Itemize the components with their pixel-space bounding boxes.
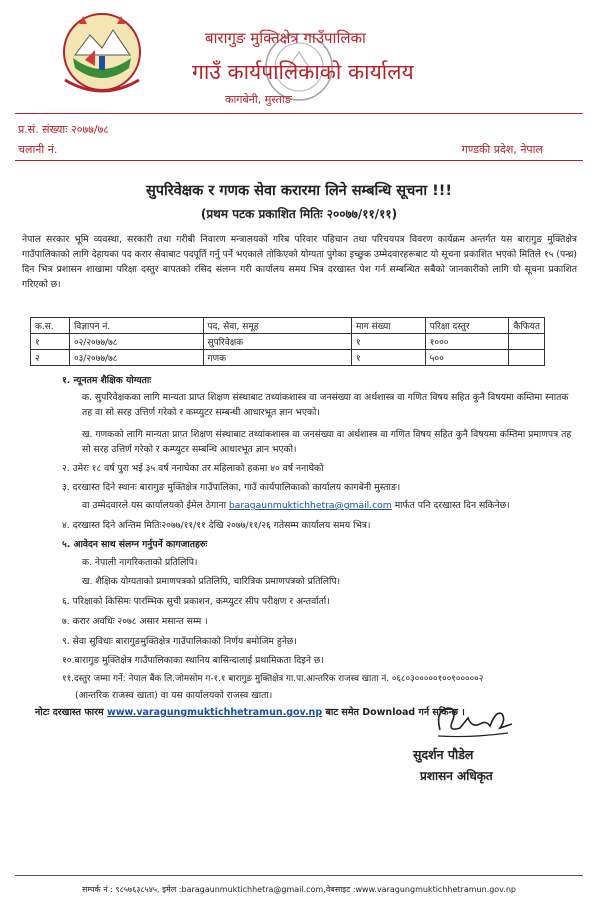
table-header: कैफियत	[509, 318, 545, 334]
table-cell: २	[31, 350, 70, 366]
table-cell: १	[351, 334, 425, 350]
table-cell: सुपरिवेक्षक	[203, 334, 351, 350]
email-suffix: मार्फत पनि दरखास्त दिन सकिनेछ।	[394, 500, 510, 511]
reference-number: प्र.सं. संख्याः २०७७/७८	[18, 123, 110, 136]
signatory-name: सुदर्शन पौडेल	[413, 747, 474, 762]
table-cell: गणक	[203, 350, 351, 366]
documents-title: ५. आवेदन साथ संलग्न गर्नुपर्ने कागजातहरुः	[62, 539, 208, 550]
application-place: ३. दरखास्त दिने स्थानः बारागुङ मुक्तिक्षेत्र गाउँपालिका, गाउँ कार्यपालिकाको कार्यालय कागबेनी मुस्ताङ।	[62, 482, 401, 493]
table-cell	[509, 334, 545, 350]
table-header: विज्ञापन नं.	[69, 318, 203, 334]
table-row	[31, 350, 545, 366]
signatory-title: प्रशासन अधिकृत	[420, 769, 493, 783]
local-priority: १०.बारागुङ मुक्तिक्षेत्र गाउँपालिकाका स्थानिय बासिन्दालाई प्रथामिकता दिइने छ।	[62, 655, 324, 666]
notice-title: सुपरिवेक्षक र गणक सेवा करारमा लिने सम्बन्धि सूचना !!!	[146, 183, 452, 199]
contract-term: ७. करार अवधिः २०७८ असार मसान्त सम्म ।	[62, 616, 208, 627]
signature-image	[430, 700, 520, 742]
province-label: गण्डकी प्रदेश, नेपाल	[461, 143, 543, 156]
footer-divider	[15, 875, 583, 876]
table-cell: ०२/२०७७/७८	[69, 334, 203, 350]
table-cell: १	[31, 334, 70, 350]
qualification-title: १. न्यूनतम शैक्षिक योग्यताः	[62, 375, 152, 386]
service-benefits: ९. सेवा सुविधाः बारागुङमुक्तिक्षेत्र गाउँपालिकाको निर्णय बमोजिम हुनेछ।	[62, 636, 297, 647]
document-citizenship: क. नेपाली नागरिकताको प्रतिलिपि।	[82, 557, 198, 568]
table-header: पद, सेवा, समूह	[203, 318, 351, 334]
header-divider-lower	[15, 160, 583, 161]
table-header: परिक्षा दस्तुर	[425, 318, 509, 334]
qualification-supervisor: क. सुपरिवेक्षकका लागि मान्यता प्राप्त शिक्षण संस्थाबाट तथ्यांकशास्त्र वा जनसंख्या वा अर्थशास्त्र वा गणित विषय सहित कुनै विषयमा कम्तिमा स्नातक तह वा सो सरह उत्तिर्ण गरेको र कम्प्युटर सम्बन्धी आधारभूत ज्ञान भएको।	[82, 392, 569, 418]
dispatch-number: चलानी नं.	[18, 143, 58, 156]
table-cell: १०००	[425, 334, 509, 350]
office-address: कागबेनी, मुस्ताङ	[225, 93, 292, 106]
table-header: माग संख्या	[351, 318, 425, 334]
table-cell: १	[351, 350, 425, 366]
nepal-emblem	[55, 10, 150, 100]
fee-deposit-continued: (आन्तरिक राजस्व खाता) वा यस कार्यालयको राजस्व खाता।	[75, 690, 273, 701]
email-link[interactable]: baragaunmuktichhetra@gmail.com	[228, 500, 392, 511]
email-line	[82, 498, 510, 513]
vacancy-table	[30, 317, 545, 366]
note-prefix: नोटः दरखास्त फारम	[35, 707, 104, 718]
header-divider	[15, 113, 583, 114]
office-name: बारागुङ मुक्तिक्षेत्र गाउँपालिका	[205, 29, 366, 47]
exam-type: ६. परिक्षाको किसिमः पारम्भिक सुची प्रकाशन, कम्प्युटर सीप परीक्षण र अन्तर्वार्ता।	[62, 596, 330, 607]
email-prefix: वा उम्मेदवारले यस कार्यालयको ईमेल ठेगाना	[82, 500, 226, 511]
document-certificates: ख. शैक्षिक योग्यताको प्रमाणपत्रको प्रतिलिपि, चारित्रिक प्रमाणपत्रको प्रतिलिपि।	[82, 576, 341, 587]
age-requirement: २. उमेरः १८ वर्ष पुरा भई ३५ वर्ष ननाघेका तर महिलाको हकमा ४० वर्ष ननाघेको	[62, 463, 324, 474]
footer-contact: सम्पर्क नं : ९८५७६३८५४५, इमेल :baragaunmuktichhetra@gmail.com,वेबसाइट :www.varagungmuktichhetramun.gov.np	[82, 885, 516, 894]
table-cell	[509, 350, 545, 366]
notice-intro: नेपाल सरकार भूमि व्यवस्था, सरकारी तथा गरीबी निवारण मन्त्रालयको गरिब परिवार पहिचान तथा परिचयपत्र विवरण कार्यक्रम अन्तर्गत यस बारागुङ मुक्तिक्षेत्र गाउँपालिकाको लागि देहायका पद करार सेवाबाट पदपूर्ति गर्नु पर्ने भएकाले तोकिएको योग्यता पुगेका इच्छुक उम्मेदवारहरूबाट यो सूचना प्रकाशित भएको मितिले १५ (पन्ध्र) दिन भित्र प्रशासन शाखामा परिक्षा दस्तुर बापतको रसिद संलग्न गरी कार्यालय समय भित्र दरखास्त पेश गर्न सम्बन्धित सबैको जानकारीको लागि यो सूचना प्रकाशित गरिएको छ।	[22, 234, 577, 290]
notice-subtitle: (प्रथम पटक प्रकाशित मितिः २००७७/११/११)	[200, 207, 398, 221]
website-link[interactable]: www.varagungmuktichhetramun.gov.np	[107, 707, 323, 718]
deadline: ४. दरखास्त दिने अन्तिम मितिः२०७७/११/११ देखि २०७७/११/२६ गतेसम्म कार्यालय समय भित्र।	[62, 520, 371, 531]
office-title: गाउँ कार्यपालिकाको कार्यालय	[192, 60, 414, 84]
download-note	[35, 705, 465, 718]
note-suffix: बाट समेत Download गर्न सकिन्छ ।	[325, 707, 465, 718]
qualification-enumerator: ख. गणकको लागि मान्यता प्राप्त शिक्षण संस्थाबाट तथ्यांकशास्त्र वा जनसंख्या वा अर्थशास्त्र वा गणित विषय सहित कुनै विषयमा कम्तिमा प्रमाणपत्र तह सो सरह उत्तिर्ण गरेको र कम्प्युटर सम्बन्धि आधारभूत ज्ञान भएको।	[82, 429, 572, 455]
table-header: क.स.	[31, 318, 70, 334]
table-cell: ०३/२०७७/७८	[69, 350, 203, 366]
table-header-row	[31, 318, 545, 334]
table-row	[31, 334, 545, 350]
table-cell: ५००	[425, 350, 509, 366]
fee-deposit: ११.दस्तुर जम्मा गर्ने: नेपाल बैंक लि.जोमसोम ग-१.१ बारागुङ मुक्तिक्षेत्र गा.पा.आन्तरिक राजस्व खाता नं. ०६८०३०००००१००१०००००२	[62, 674, 484, 684]
